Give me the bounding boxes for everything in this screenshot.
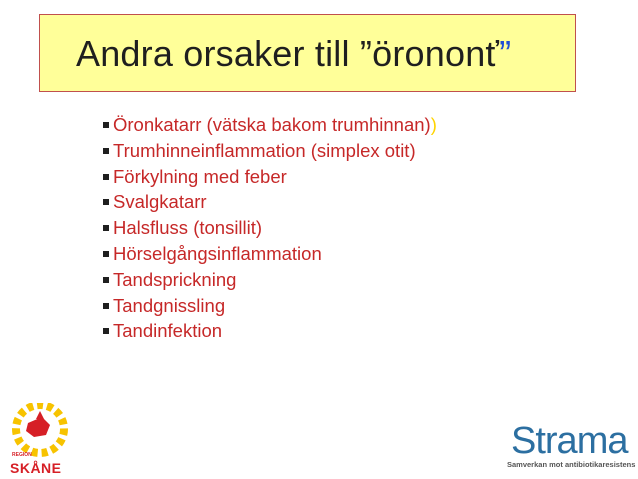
bullet-square-icon: [103, 174, 109, 180]
list-item: [103, 318, 437, 344]
title-box: [39, 14, 576, 92]
strama-logo: [505, 420, 635, 478]
list-item-text: Förkylning med feber: [113, 165, 287, 187]
list-item: [103, 112, 437, 138]
list-item-text: Öronkatarr (vätska bakom trumhinnan): [113, 114, 431, 135]
bullet-square-icon: [103, 148, 109, 154]
bullet-square-icon: [103, 251, 109, 257]
list-item: [103, 138, 437, 164]
skane-label: SKÅNE: [10, 460, 62, 476]
list-item-text: Tandgnissling: [113, 294, 226, 316]
bullet-square-icon: [103, 225, 109, 231]
title-text: Andra orsaker till: [76, 33, 360, 74]
strama-wordmark: Strama: [511, 420, 628, 462]
list-item-text: Trumhinneinflammation (simplex otit): [113, 139, 416, 161]
list-item-text: Tandsprickning: [113, 268, 237, 290]
strama-tagline: Samverkan mot antibiotikaresistens: [507, 460, 636, 469]
title-word: örononť: [372, 33, 500, 74]
title-open-quote: ”: [359, 33, 373, 74]
bullet-square-icon: [103, 328, 109, 334]
list-item-text: Svalgkatarr: [113, 191, 207, 213]
bullet-square-icon: [103, 199, 109, 205]
bullet-square-icon: [103, 122, 109, 128]
list-item-extra: ): [430, 114, 437, 135]
slide-title: [76, 33, 511, 75]
list-item: [103, 267, 437, 293]
list-item: [103, 189, 437, 215]
list-item-text: Halsfluss (tonsillit): [113, 217, 263, 239]
list-item: [103, 215, 437, 241]
list-item-text: Hörselgångsinflammation: [113, 242, 322, 264]
bullet-square-icon: [103, 303, 109, 309]
list-item: [103, 164, 437, 190]
region-label: REGION: [12, 452, 32, 458]
list-item: [103, 293, 437, 319]
region-skane-logo: [6, 403, 70, 479]
griffin-emblem-icon: [6, 403, 70, 459]
list-item: [103, 241, 437, 267]
bullet-list: [103, 112, 437, 344]
bullet-square-icon: [103, 277, 109, 283]
title-close-quote: ”: [499, 33, 512, 74]
list-item-text: Tandinfektion: [113, 320, 223, 342]
